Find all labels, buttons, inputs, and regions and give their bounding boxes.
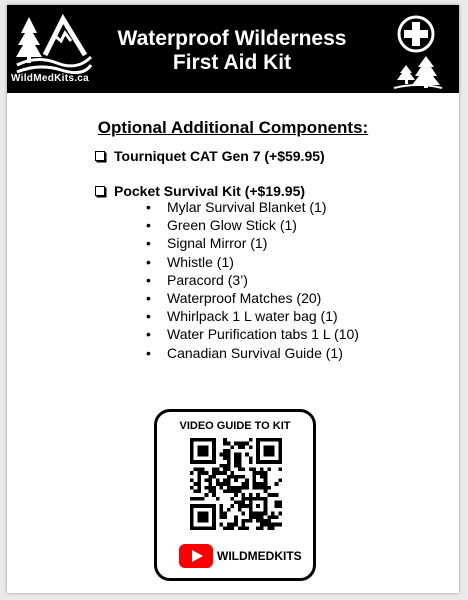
survival-kit-items [146,198,359,362]
bullet-icon: • [146,235,151,252]
section-title: Optional Additional Components: [97,118,369,137]
option-label: Pocket Survival Kit (+$19.95) [114,183,306,199]
bullet-icon: • [146,199,151,215]
list-item-label: Waterproof Matches (20) [167,290,322,307]
youtube-channel[interactable] [179,544,302,568]
header-banner [7,5,459,93]
list-item-label: Whistle (1) [167,253,234,270]
bullet-icon: • [146,271,151,288]
option-pocket-survival-kit [93,183,305,199]
mountain-trees-logo-icon [15,11,93,75]
list-item [146,198,359,216]
list-item [146,234,359,252]
title-line-1: Waterproof Wilderness [117,27,347,50]
list-item [146,253,359,271]
list-item-label: Canadian Survival Guide (1) [167,344,343,361]
list-item-label: Green Glow Stick (1) [167,217,297,234]
qr-code[interactable] [190,438,282,530]
title-line-2: First Aid Kit [172,51,292,74]
logo-text: WildMedKits.ca [10,73,89,84]
list-item-label: Signal Mirror (1) [167,235,268,252]
list-item [146,307,359,325]
video-guide-card[interactable] [154,409,316,581]
list-item-label: Paracord (3’) [167,271,248,288]
checkbox-icon[interactable] [95,151,105,161]
channel-label: WILDMEDKITS [217,549,302,563]
pine-trees-icon [392,55,444,89]
list-item [146,216,359,234]
list-item-label: Mylar Survival Blanket (1) [167,199,327,215]
list-item [146,344,359,362]
bullet-icon: • [146,290,151,307]
bullet-icon: • [146,344,151,361]
bullet-icon: • [146,326,151,343]
option-tourniquet [93,148,325,164]
list-item [146,271,359,289]
option-label: Tourniquet CAT Gen 7 (+$59.95) [114,148,325,164]
medical-cross-icon [396,14,436,54]
document-page [7,5,459,593]
list-item [146,325,359,343]
qr-card-title: VIDEO GUIDE TO KIT [179,420,291,432]
checkbox-icon[interactable] [95,186,105,196]
bullet-icon: • [146,308,151,325]
list-item-label: Water Purification tabs 1 L (10) [167,326,359,343]
list-item [146,289,359,307]
list-item-label: Whirlpack 1 L water bag (1) [167,308,338,325]
bullet-icon: • [146,217,151,234]
youtube-logo-icon [179,544,213,568]
page-title [97,27,367,75]
bullet-icon: • [146,253,151,270]
